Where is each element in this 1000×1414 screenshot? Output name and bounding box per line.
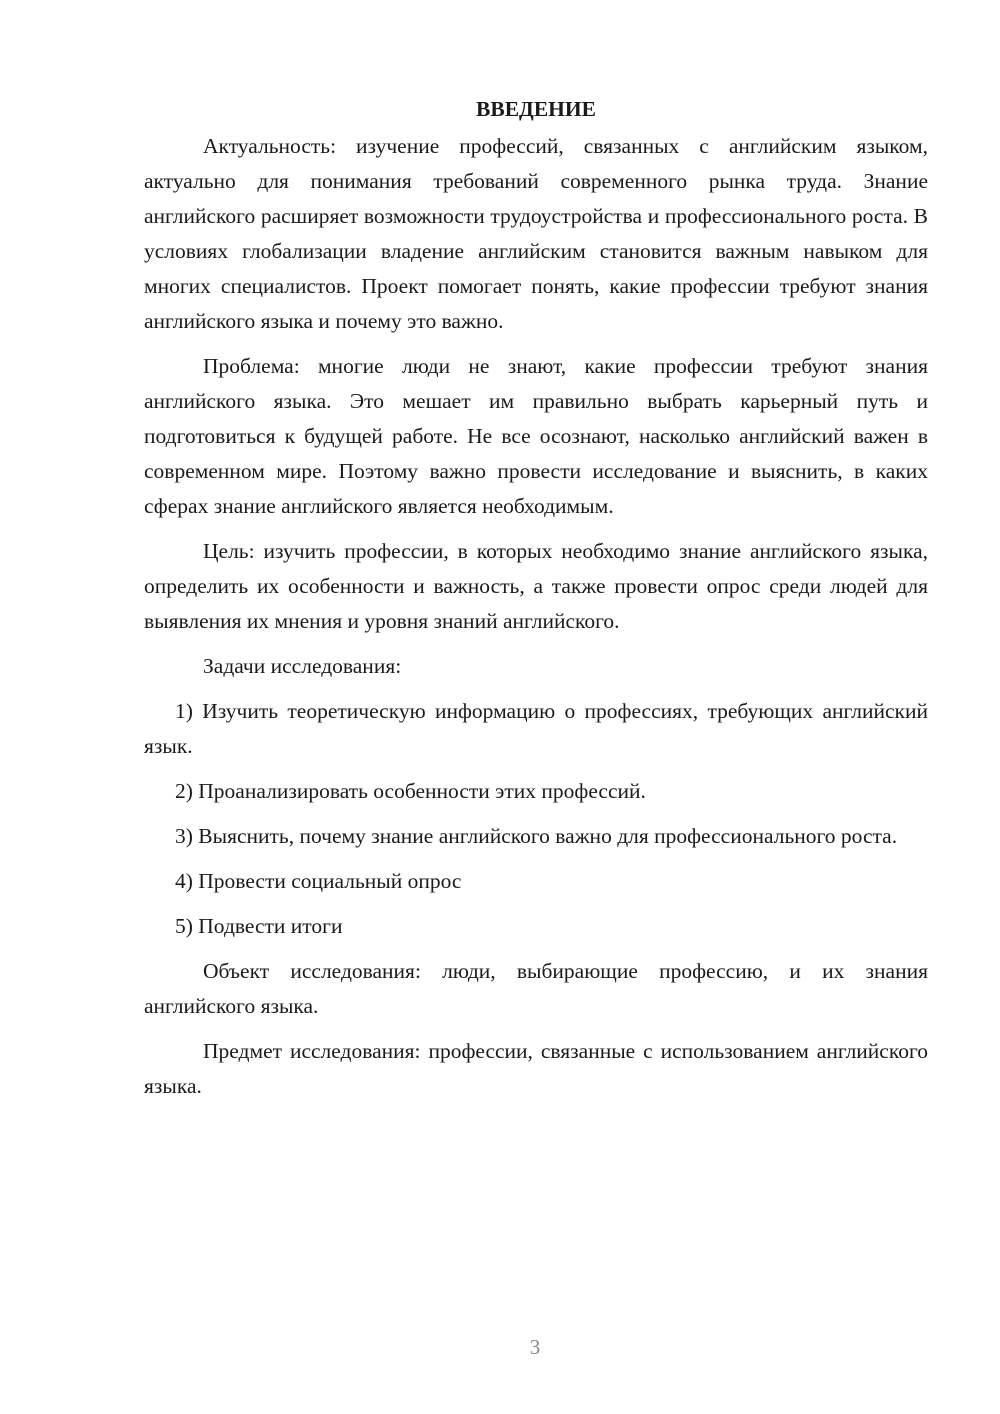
task-item-4: 4) Провести социальный опрос [175, 869, 462, 893]
tasks-heading: Задачи исследования: [203, 654, 402, 678]
subject-paragraph: Предмет исследования: профессии, связанные с использованием английского языка. [144, 1039, 928, 1098]
page-number: 3 [529, 1335, 541, 1359]
section-title: ВВЕДЕНИЕ [476, 97, 596, 121]
object-paragraph: Объект исследования: люди, выбирающие профессию, и их знания английского языка. [144, 959, 928, 1018]
task-item-3: 3) Выяснить, почему знание английского важно для профессионального роста. [175, 824, 898, 848]
page-content [144, 92, 928, 1114]
relevance-paragraph: Актуальность: изучение профессий, связанных с английским языком, актуально для понимания требований современного рынка труда. Знание английского расширяет возможности трудоустройства и профессионального роста. В условиях глобализации владение английским становится важным навыком для многих специалистов. Проект помогает понять, какие профессии требуют знания английского языка и почему это важно. [144, 134, 928, 333]
task-item-2: 2) Проанализировать особенности этих профессий. [175, 779, 646, 803]
goal-paragraph: Цель: изучить профессии, в которых необходимо знание английского языка, определить их особенности и важность, а также провести опрос среди людей для выявления их мнения и уровня знаний английского. [144, 539, 928, 633]
task-item-1: 1) Изучить теоретическую информацию о профессиях, требующих английский язык. [144, 699, 928, 758]
task-item-5: 5) Подвести итоги [175, 914, 343, 938]
problem-paragraph: Проблема: многие люди не знают, какие профессии требуют знания английского языка. Это мешает им правильно выбрать карьерный путь и подготовиться к будущей работе. Не все осознают, насколько английский важен в современном мире. Поэтому важно провести исследование и выяснить, в каких сферах знание английского является необходимым. [144, 354, 928, 518]
